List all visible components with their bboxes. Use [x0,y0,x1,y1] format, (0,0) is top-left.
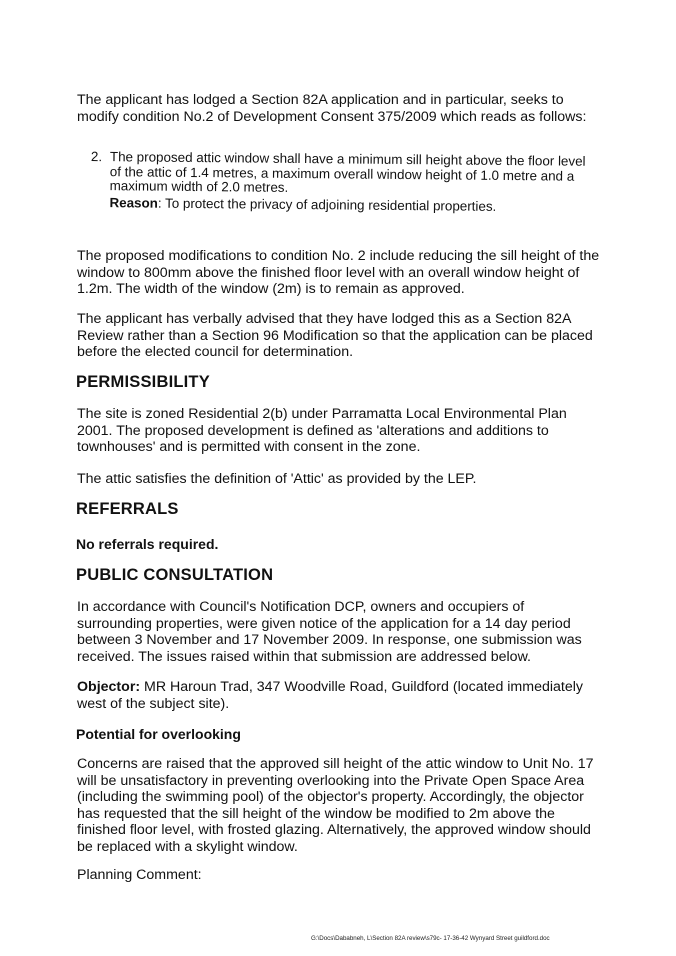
zoning-paragraph: The site is zoned Residential 2(b) under Parramatta Local Environmental Plan 2001. The proposed development is defined as 'alterations and additions to townhouses' and is permitted with consent in the zone. [77,406,567,455]
overlooking-subheading: Potential for overlooking [76,726,241,742]
condition-text: The proposed attic window shall have a minimum sill height above the floor level of the attic of 1.4 metres, a maximum overall window height of 1.0 metre and a maximum width of 2.0 metres. [109,149,586,195]
verbal-advice-paragraph: The applicant has verbally advised that they have lodged this as a Section 82A Review rather than a Section 96 Modification so that the application can be placed before the elected council for determination. [77,311,593,360]
attic-definition-paragraph: The attic satisfies the definition of 'Attic' as provided by the LEP. [77,471,477,487]
objector-text: MR Haroun Trad, 347 Woodville Road, Guildford (located immediately west of the subject site). [77,679,583,712]
reason-label: Reason [109,194,158,211]
condition-quote [90,150,591,215]
intro-paragraph: The applicant has lodged a Section 82A application and in particular, seeks to modify condition No.2 of Development Consent 375/2009 which reads as follows: [77,92,587,125]
footer-file-path: G:\Docs\Dababneh, L\Section 82A review\s79c- 17-36-42 Wynyard Street guildford.doc [311,935,550,942]
public-consultation-heading: PUBLIC CONSULTATION [76,566,274,584]
overlooking-paragraph: Concerns are raised that the approved sill height of the attic window to Unit No. 17 will be unsatisfactory in preventing overlooking into the Private Open Space Area (including the swimming pool) of the objector's property. Accordingly, the objector has requested that the sill height of the window be modified to 2m above the finished floor level, with frosted glazing. Alternatively, the approved window should be replaced with a skylight window. [77,756,594,855]
objector-paragraph [77,679,602,712]
permissibility-heading: PERMISSIBILITY [76,373,210,391]
referrals-note: No referrals required. [76,536,219,552]
objector-label: Objector: [77,679,141,695]
condition-number: 2. [90,149,103,165]
referrals-heading: REFERRALS [76,500,179,518]
planning-comment-label: Planning Comment: [77,867,202,883]
notification-paragraph: In accordance with Council's Notification DCP, owners and occupiers of surrounding properties, were given notice of the application for a 14 day period between 3 November and 17 November 2009. In response, one submission was received. The issues raised within that submission are addressed below. [77,599,582,665]
modification-paragraph: The proposed modifications to condition No. 2 include reducing the sill height of the window to 800mm above the finished floor level with an overall window height of 1.2m. The width of the window (2m) is to remain as approved. [77,248,600,297]
reason-text: : To protect the privacy of adjoining residential properties. [157,195,497,214]
condition-reason [109,196,590,215]
